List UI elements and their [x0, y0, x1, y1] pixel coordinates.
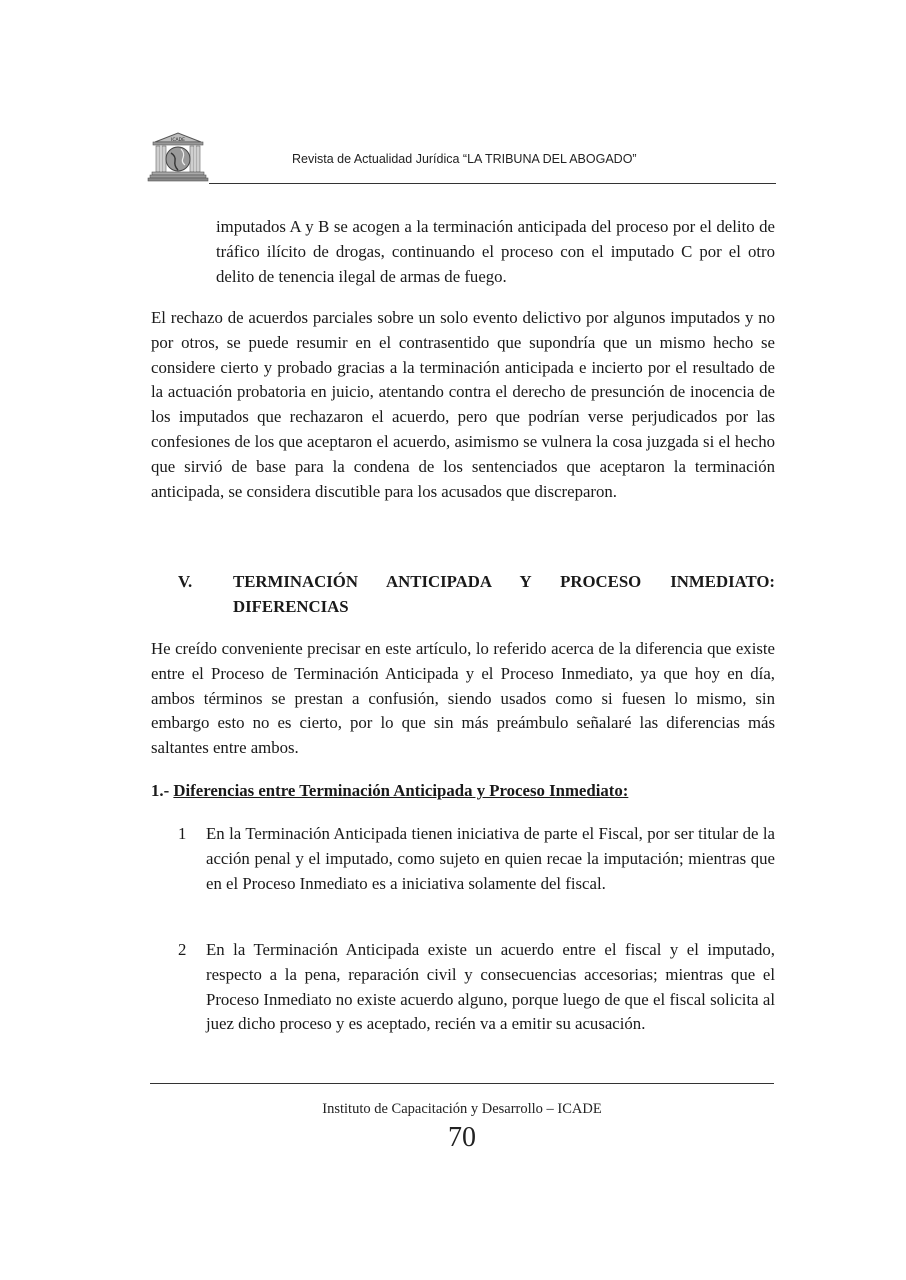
logo-text: ICADE [171, 138, 185, 143]
list-item-text: En la Terminación Anticipada tienen iniciativa de parte el Fiscal, por ser titular de la acción penal y el imputado, como sujeto en quien recae la imputación; mientras que en el Proceso Inmediato es a iniciativa solamente del fiscal. [206, 824, 775, 893]
header-divider [209, 183, 776, 184]
footer-divider [150, 1083, 774, 1084]
icade-logo-icon [147, 131, 209, 183]
body-paragraph-1: El rechazo de acuerdos parciales sobre un solo evento delictivo por algunos imputados y no por otros, se puede resumir en el contrasentido que supondría que un mismo hecho se considere cierto y probado gracias a la terminación anticipada e incierto por el resultado de la actuación probatoria en juicio, atentando contra el derecho de presunción de inocencia de los imputados que rechazaron el acuerdo, pero que podrían verse perjudicados por las confesiones de los que aceptaron el acuerdo, asimismo se vulnera la cosa juzgada si el hecho que sirvió de base para la condena de los sentenciados que aceptaron la terminación anticipada, se considera discutible para los acusados que discreparon. [151, 308, 775, 501]
section-title: TERMINACIÓN ANTICIPADA Y PROCESO INMEDIATO: DIFERENCIAS [233, 572, 775, 616]
section-number: V. [178, 572, 193, 591]
journal-title: Revista de Actualidad Jurídica “LA TRIBUNA DEL ABOGADO” [292, 152, 637, 166]
subheading [151, 779, 775, 804]
subheading-number: 1.- [151, 781, 170, 800]
page-number: 70 [448, 1122, 476, 1153]
list-item-text: En la Terminación Anticipada existe un acuerdo entre el fiscal y el imputado, respecto a la pena, reparación civil y consecuencias accesorias; mientras que el Proceso Inmediato no existe acuerdo alguno, porque luego de que el fiscal solicita al juez dicho proceso y es aceptado, recién va a emitir su acusación. [206, 940, 775, 1034]
subheading-title: Diferencias entre Terminación Anticipada y Proceso Inmediato: [173, 781, 629, 800]
list-item-number: 1 [178, 824, 187, 843]
footer-institute: Instituto de Capacitación y Desarrollo – ICADE [322, 1101, 602, 1117]
indented-paragraph: imputados A y B se acogen a la terminación anticipada del proceso por el delito de tráfico ilícito de drogas, continuando el proceso con el imputado C por el otro delito de tenencia ilegal de armas de fuego. [216, 217, 775, 286]
list-item-number: 2 [178, 940, 187, 959]
body-paragraph-2: He creído conveniente precisar en este artículo, lo referido acerca de la diferencia que existe entre el Proceso de Terminación Anticipada y el Proceso Inmediato, ya que hoy en día, ambos términos se prestan a confusión, siendo usados como si fuesen lo mismo, sin embargo esto no es cierto, por lo que sin más preámbulo señalaré las diferencias más saltantes entre ambos. [151, 639, 775, 758]
